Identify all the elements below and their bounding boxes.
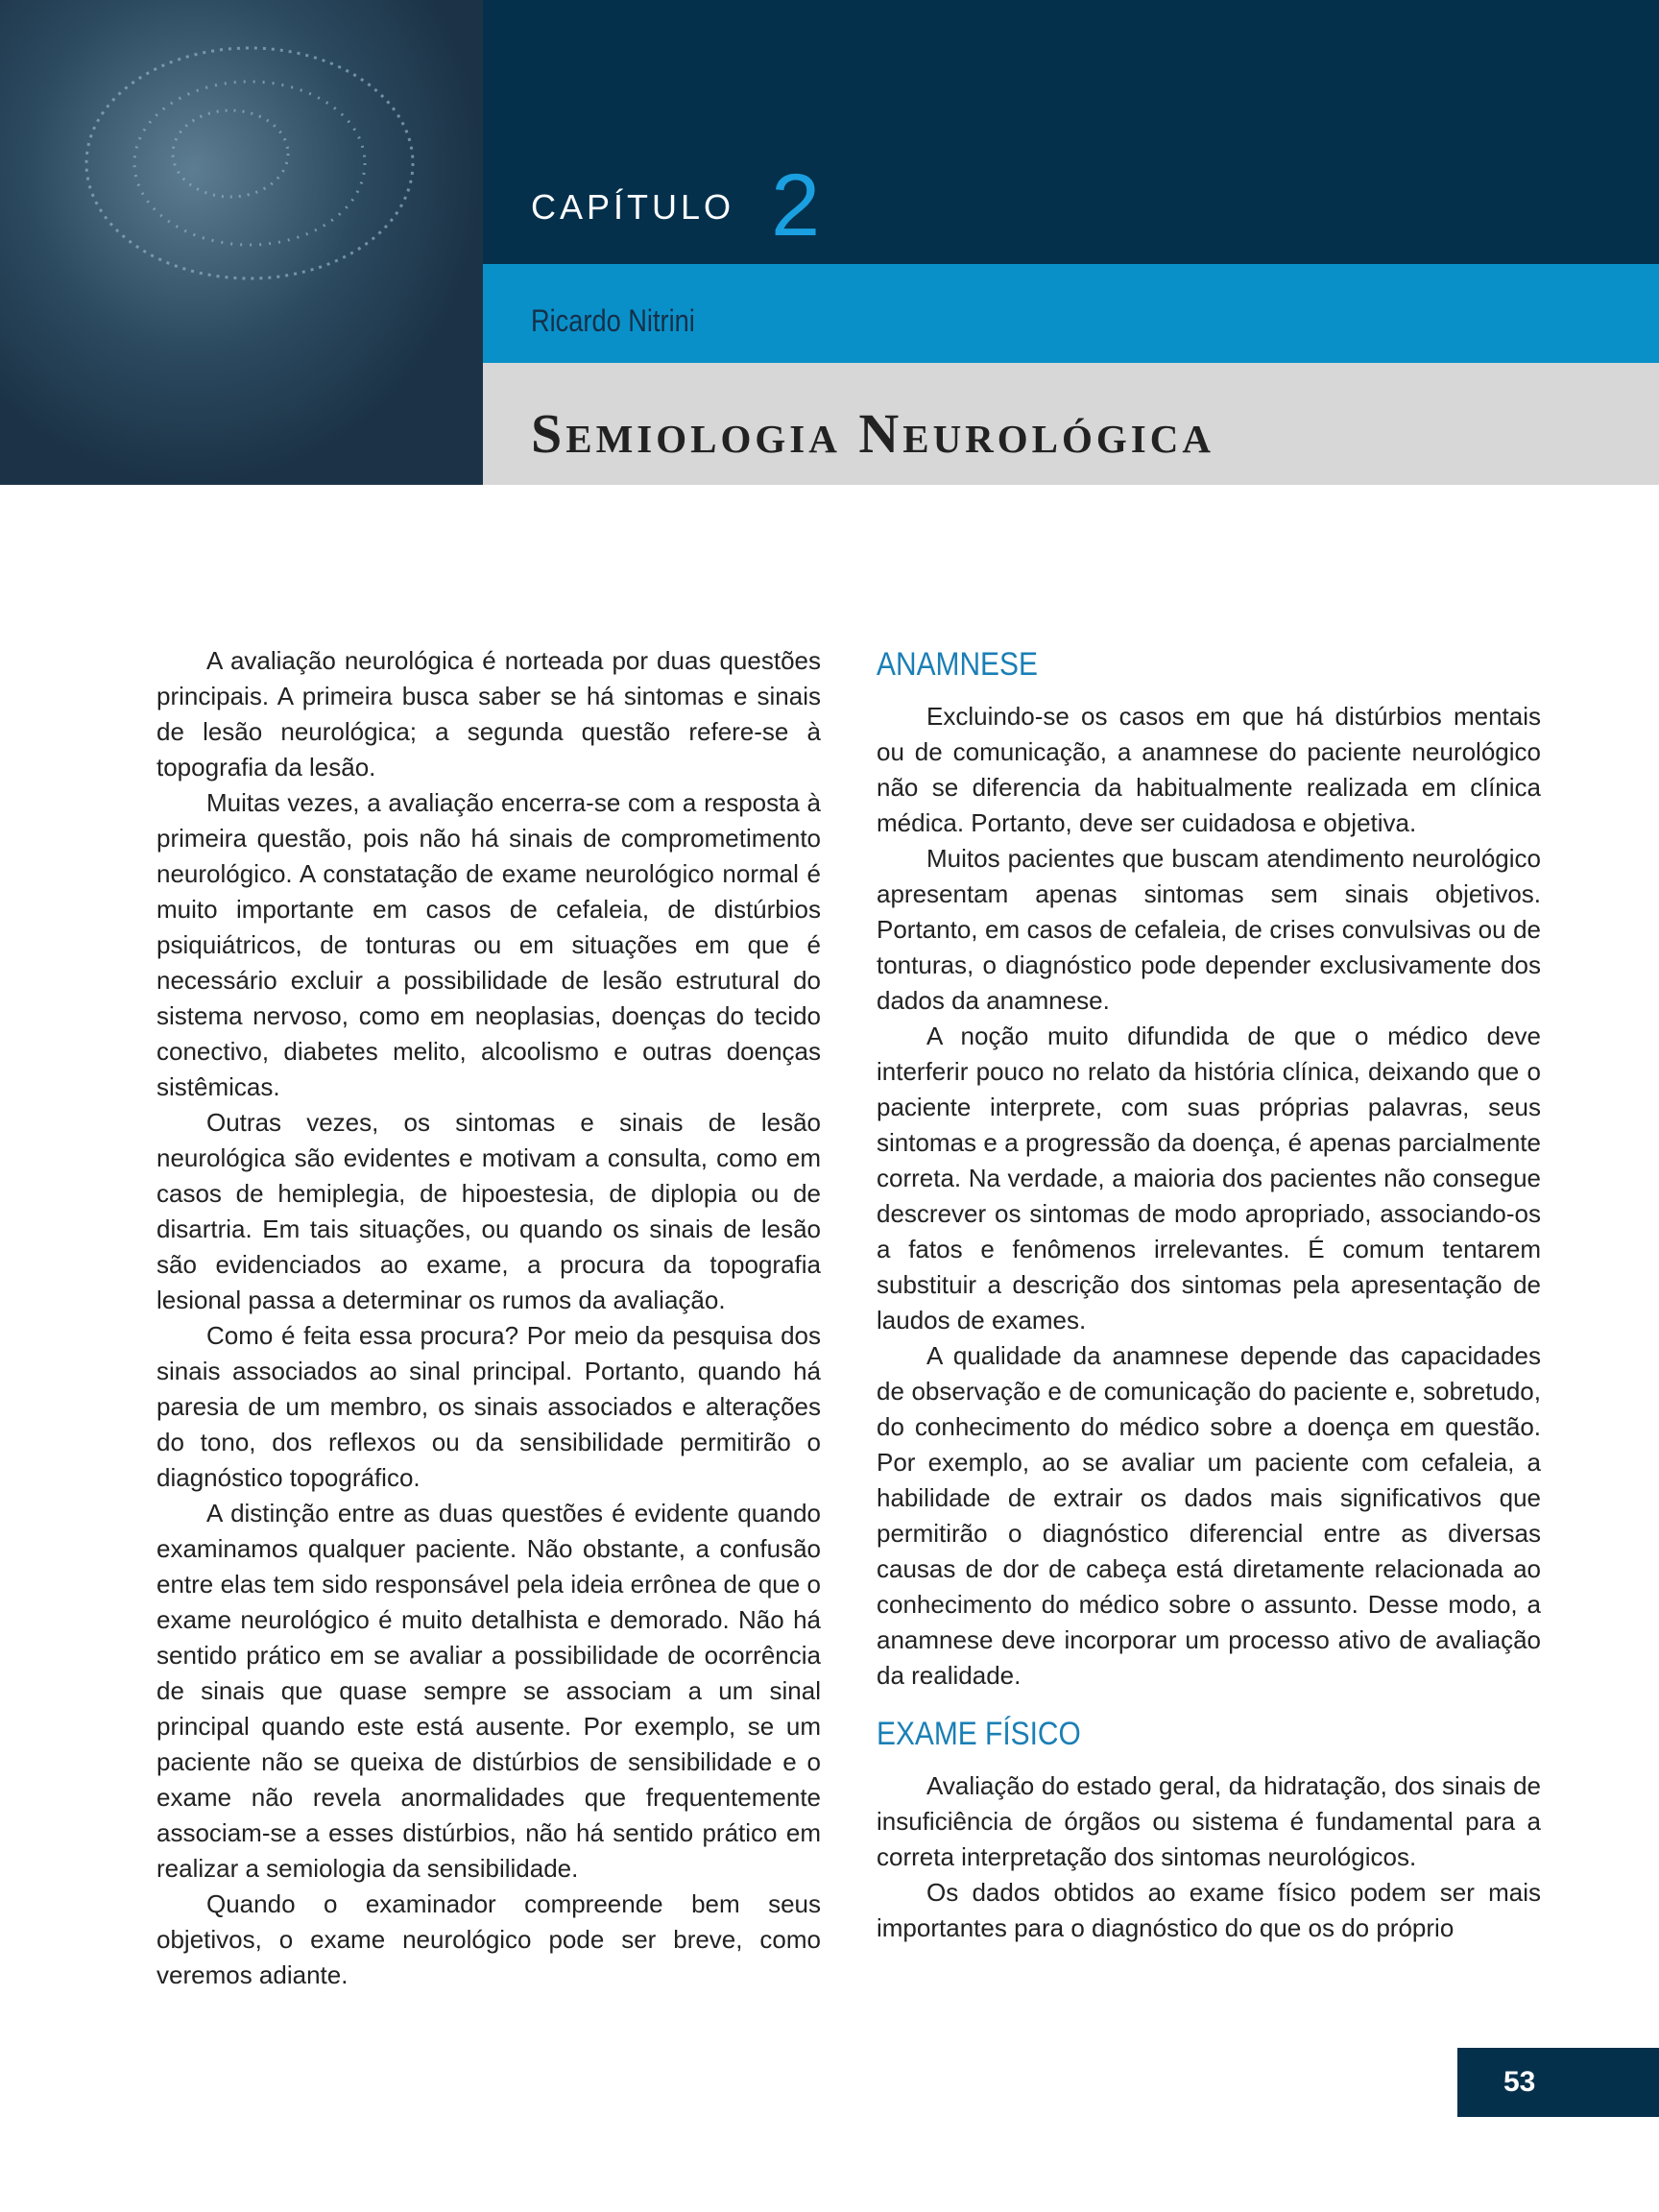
section-heading-exame-fisico: EXAME FÍSICO bbox=[877, 1716, 1081, 1752]
paragraph: Excluindo-se os casos em que há distúrbios mentais ou de comunicação, a anamnese do paciente neurológico não se diferencia da habitualmente realizada em clínica médica. Portanto, deve ser cuidadosa e objetiva. bbox=[877, 702, 1541, 837]
author-name: Ricardo Nitrini bbox=[531, 303, 695, 338]
paragraph: Muitos pacientes que buscam atendimento neurológico apresentam apenas sintomas sem sinais objetivos. Portanto, em casos de cefaleia, de crises convulsivas ou de tonturas, o diagnóstico pode depender exclusivamente dos dados da anamnese. bbox=[877, 844, 1541, 1015]
paragraph: A noção muito difundida de que o médico deve interferir pouco no relato da história clínica, deixando que o paciente interprete, com suas próprias palavras, seus sintomas e a progressão da doença, é apenas parcialmente correta. Na verdade, a maioria dos pacientes não consegue descrever os sintomas de modo apropriado, associando-os a fatos e fenômenos irrelevantes. É comum tentarem substituir a descrição dos sintomas pela apresentação de laudos de exames. bbox=[877, 1022, 1541, 1334]
left-column bbox=[156, 643, 821, 1993]
section-heading-anamnese: ANAMNESE bbox=[877, 646, 1038, 683]
chapter-title: Semiologia Neurológica bbox=[531, 402, 1214, 465]
paragraph: Outras vezes, os sintomas e sinais de lesão neurológica são evidentes e motivam a consulta, como em casos de hemiplegia, de hipoestesia, de diplopia ou de disartria. Em tais situações, ou quando os sinais de lesão são evidenciados ao exame, a procura da topografia lesional passa a determinar os rumos da avaliação. bbox=[156, 1108, 821, 1314]
right-column bbox=[877, 643, 1541, 1946]
paragraph: A distinção entre as duas questões é evidente quando examinamos qualquer paciente. Não obstante, a confusão entre elas tem sido responsável pela ideia errônea de que o exame neurológico é muito detalhista e demorado. Não há sentido prático em se avaliar a possibilidade de ocorrência de sinais que quase sempre se associam a um sinal principal quando este está ausente. Por exemplo, se um paciente não se queixa de distúrbios de sensibilidade e o exame não revela anormalidades que frequentemente associam-se a esses distúrbios, não há sentido prático em realizar a semiologia da sensibilidade. bbox=[156, 1499, 821, 1883]
paragraph: Quando o examinador compreende bem seus objetivos, o exame neurológico pode ser breve, como veremos adiante. bbox=[156, 1889, 821, 1989]
paragraph: Muitas vezes, a avaliação encerra-se com a resposta à primeira questão, pois não há sinais de comprometimento neurológico. A constatação de exame neurológico normal é muito importante em casos de cefaleia, de distúrbios psiquiátricos, de tonturas ou em situações em que é necessário excluir a possibilidade de lesão estrutural do sistema nervoso, como em neoplasias, doenças do tecido conectivo, diabetes melito, alcoolismo e outras doenças sistêmicas. bbox=[156, 788, 821, 1101]
page-number: 53 bbox=[1457, 2048, 1659, 2117]
chapter-number: 2 bbox=[771, 156, 821, 254]
paragraph: A avaliação neurológica é norteada por duas questões principais. A primeira busca saber se há sintomas e sinais de lesão neurológica; a segunda questão refere-se à topografia da lesão. bbox=[156, 646, 821, 781]
paragraph: Os dados obtidos ao exame físico podem ser mais importantes para o diagnóstico do que os do próprio bbox=[877, 1878, 1541, 1942]
paragraph: Avaliação do estado geral, da hidratação, dos sinais de insuficiência de órgãos ou sistema é fundamental para a correta interpretação dos sintomas neurológicos. bbox=[877, 1771, 1541, 1871]
brain-circuit-image bbox=[0, 0, 483, 485]
paragraph: A qualidade da anamnese depende das capacidades de observação e de comunicação do paciente e, sobretudo, do conhecimento do médico sobre a doença em questão. Por exemplo, ao se avaliar um paciente com cefaleia, a habilidade de extrair os dados mais significativos que permitirão o diagnóstico diferencial entre as diversas causas de dor de cabeça está diretamente relacionada ao conhecimento do médico sobre o assunto. Desse modo, a anamnese deve incorporar um processo ativo de avaliação da realidade. bbox=[877, 1341, 1541, 1690]
paragraph: Como é feita essa procura? Por meio da pesquisa dos sinais associados ao sinal principal. Portanto, quando há paresia de um membro, os sinais associados e alterações do tono, dos reflexos ou da sensibilidade permitirão o diagnóstico topográfico. bbox=[156, 1321, 821, 1492]
chapter-label: CAPÍTULO bbox=[531, 187, 735, 227]
